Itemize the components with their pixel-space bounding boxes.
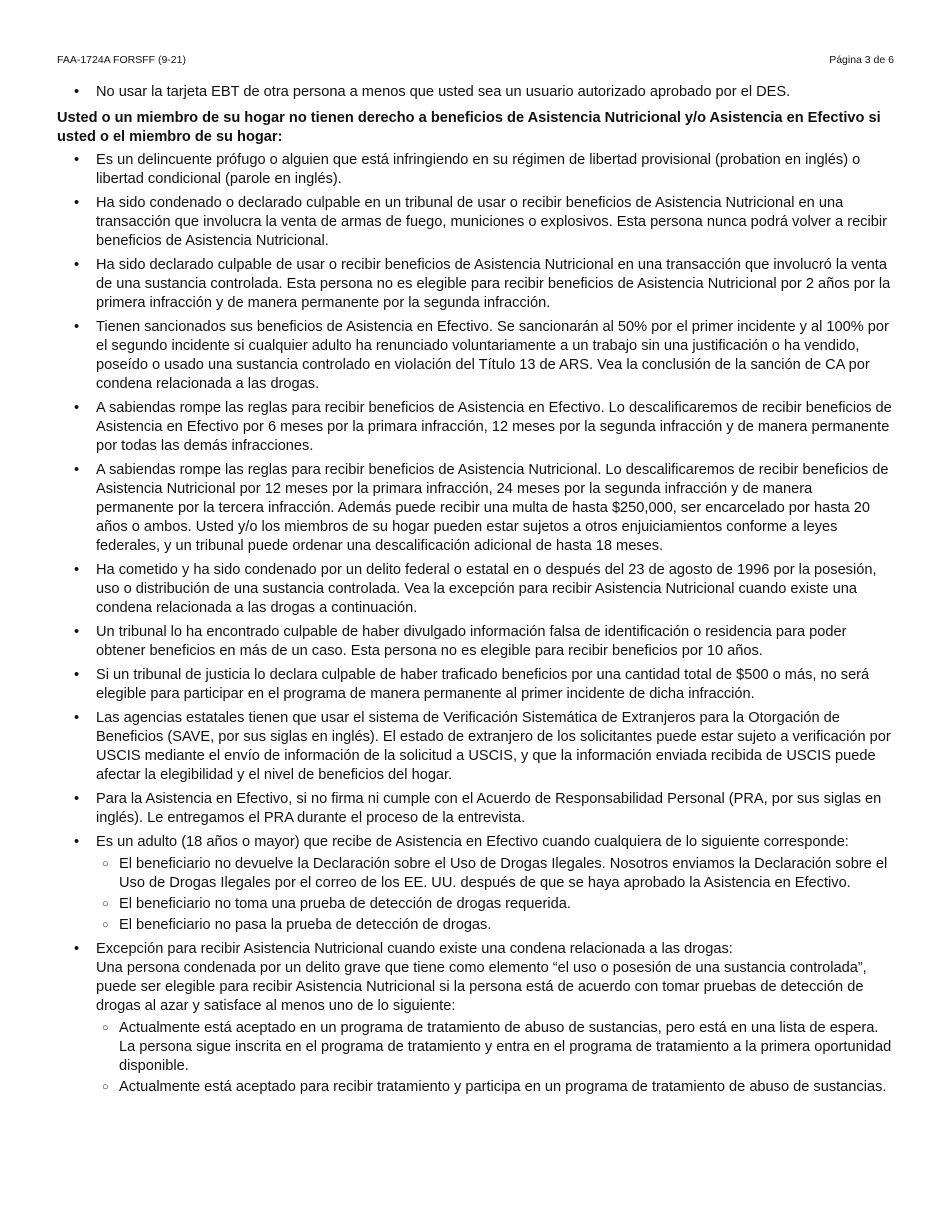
ineligibility-list — [57, 151, 894, 1097]
list-item: • Si un tribunal de justicia lo declara culpable de haber traficado beneficios por una cantidad total de $500 o más, no será elegible para participar en el programa de manera permanente al primer incidente de dicha infracción. — [57, 666, 894, 704]
sub-list-item: ○ El beneficiario no toma una prueba de detección de drogas requerida. — [96, 895, 894, 914]
form-id: FAA-1724A FORSFF (9-21) — [57, 54, 186, 66]
list-item: • No usar la tarjeta EBT de otra persona a menos que usted sea un usuario autorizado aprobado por el DES. — [57, 83, 894, 102]
sub-list-item: ○ El beneficiario no pasa la prueba de detección de drogas. — [96, 916, 894, 935]
intro-list — [57, 83, 894, 102]
adult-bullet-text: • Es un adulto (18 años o mayor) que recibe de Asistencia en Efectivo cuando cualquiera de lo siguiente corresponde: — [96, 834, 849, 850]
list-item: • A sabiendas rompe las reglas para recibir beneficios de Asistencia Nutricional. Lo descalificaremos de recibir beneficios de Asistencia Nutricional por 12 meses por la primara infracción, 24 meses por la segunda infracción y de manera permanente por la tercera infracción. Además puede recibir una multa de hasta $250,000, ser encarcelado por hasta 20 años o ambos. Usted y/o los miembros de su hogar pueden estar sujetos a otros enjuiciamientos conforme a leyes federales, y un tribunal puede ordenar una descalificación adicional de hasta 18 meses. — [57, 461, 894, 556]
list-item: • Para la Asistencia en Efectivo, si no firma ni cumple con el Acuerdo de Responsabilidad Personal (PRA, por sus siglas en inglés). Le entregamos el PRA durante el proceso de la entrevista. — [57, 790, 894, 828]
list-item-exception — [57, 940, 894, 1097]
sub-list-item: ○ Actualmente está aceptado para recibir tratamiento y participa en un programa de tratamiento de abuso de sustancias. — [96, 1078, 894, 1097]
exception-body: Una persona condenada por un delito grave que tiene como elemento “el uso o posesión de una sustancia controlada”, puede ser elegible para recibir Asistencia Nutricional si la persona está de acuerdo con tomar pruebas de detección de drogas al azar y satisface al menos uno de lo siguiente: — [96, 960, 867, 1014]
exception-title: • Excepción para recibir Asistencia Nutricional cuando existe una condena relacionada a las drogas: — [96, 941, 733, 957]
sub-list-item: ○ Actualmente está aceptado en un programa de tratamiento de abuso de sustancias, pero está en una lista de espera. La persona sigue inscrita en el programa de tratamiento y entra en el programa de tratamiento a la primera oportunidad disponible. — [96, 1019, 894, 1076]
list-item: • Ha sido declarado culpable de usar o recibir beneficios de Asistencia Nutricional en una transacción que involucró la venta de una sustancia controlada. Esta persona no es elegible para recibir beneficios de Asistencia Nutricional por 2 años por la primera infracción y de manera permanente por la segunda infracción. — [57, 256, 894, 313]
list-item: • Es un delincuente prófugo o alguien que está infringiendo en su régimen de libertad provisional (probation en inglés) o libertad condicional (parole en inglés). — [57, 151, 894, 189]
list-item: • Las agencias estatales tienen que usar el sistema de Verificación Sistemática de Extranjeros para la Otorgación de Beneficios (SAVE, por sus siglas en inglés). El estado de extranjero de los solicitantes puede estar sujeto a verificación por USCIS mediante el envío de información de la solicitud a USCIS, y que la información enviada recibida de USCIS puede afectar la elegibilidad y el nivel de beneficios del hogar. — [57, 709, 894, 785]
list-item-adult — [57, 833, 894, 935]
section-heading: Usted o un miembro de su hogar no tienen derecho a beneficios de Asistencia Nutricional y/o Asistencia en Efectivo si usted o el miembro de su hogar: — [57, 110, 881, 145]
list-item: • Tienen sancionados sus beneficios de Asistencia en Efectivo. Se sancionarán al 50% por el primer incidente y al 100% por el segundo incidente si cualquier adulto ha renunciado voluntariamente a un trabajo sin una justificación o ha vendido, poseído o usado una sustancia controlado en violación del Título 13 de ARS. Vea la conclusión de la sanción de CA por condena relacionada a las drogas. — [57, 318, 894, 394]
sub-list-item: ○ El beneficiario no devuelve la Declaración sobre el Uso de Drogas Ilegales. Nosotros enviamos la Declaración sobre el Uso de Drogas Ilegales por el correo de los EE. UU. después de que se haya aprobado la Asistencia en Efectivo. — [96, 855, 894, 893]
list-item: • Ha cometido y ha sido condenado por un delito federal o estatal en o después del 23 de agosto de 1996 por la posesión, uso o distribución de una sustancia controlada. Vea la excepción para recibir Asistencia Nutricional cuando existe una condena relacionada a las drogas a continuación. — [57, 561, 894, 618]
list-item: • Ha sido condenado o declarado culpable en un tribunal de usar o recibir beneficios de Asistencia Nutricional en una transacción que involucra la venta de armas de fuego, municiones o explosivos. Esta persona nunca podrá volver a recibir beneficios de Asistencia Nutricional. — [57, 194, 894, 251]
document-body — [57, 83, 894, 1102]
list-item: • A sabiendas rompe las reglas para recibir beneficios de Asistencia en Efectivo. Lo descalificaremos de recibir beneficios de Asistencia en Efectivo por 6 meses por la primara infracción, 12 meses por la segunda infracción y de manera permanente por todas las demás infracciones. — [57, 399, 894, 456]
adult-sub-list — [96, 855, 894, 935]
exception-sub-list — [96, 1019, 894, 1097]
page-number: Página 3 de 6 — [829, 54, 894, 66]
list-item: • Un tribunal lo ha encontrado culpable de haber divulgado información falsa de identificación o residencia para poder obtener beneficios en más de un caso. Esta persona no es elegible para recibir beneficios por 10 años. — [57, 623, 894, 661]
